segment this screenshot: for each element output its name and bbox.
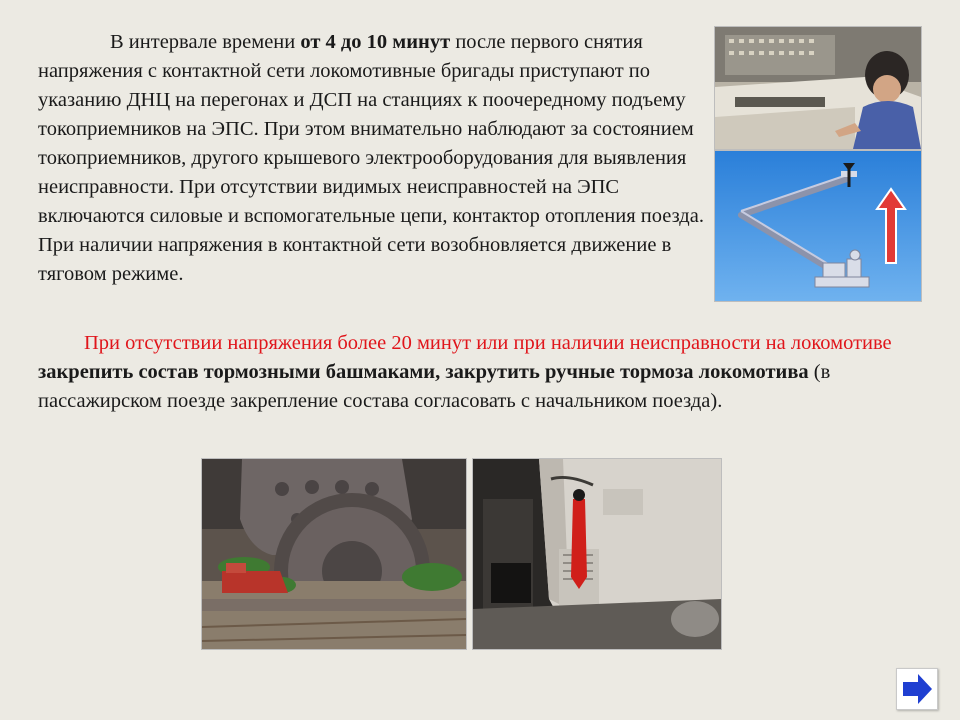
para1-time-range: от 4 до 10 минут [300,31,451,53]
arrow-right-icon [897,669,937,709]
wheel-brake-shoe-photo [201,458,467,650]
para2-red-text: При отсутствии напряжения более 20 минут или при наличии неисправности на локомотиве [84,332,892,354]
next-slide-button[interactable] [896,668,938,710]
para1-text-rest: после первого снятия напряжения с контактной сети локомотивные бригады приступают по указанию ДНЦ на перегонах и ДСП на станциях к поочередному подъему токоприемников на ЭПС. При этом внимательно наблюдают за состоянием токоприемников, другого крышевого электрооборудования для выявления неисправности. При отсутствии видимых неисправностей на ЭПС включаются силовые и вспомогательные цепи, контактор отопления поезда. При наличии напряжения в контактной сети возобновляется движение в тяговом режиме. [38,31,704,285]
dispatcher-console-photo [714,26,922,150]
paragraph-no-voltage [38,329,918,416]
pantograph-raise-photo [714,150,922,302]
para2-bold-instruction: закрепить состав тормозными башмаками, закрутить ручные тормоза локомотива [38,361,809,383]
hand-brake-cab-photo [472,458,722,650]
para2-tail-text: (в пассажирском поезде закрепление состава согласовать с начальником поезда). [38,361,831,412]
paragraph-voltage-interval [38,28,710,289]
para1-text-start: В интервале времени [110,31,301,53]
